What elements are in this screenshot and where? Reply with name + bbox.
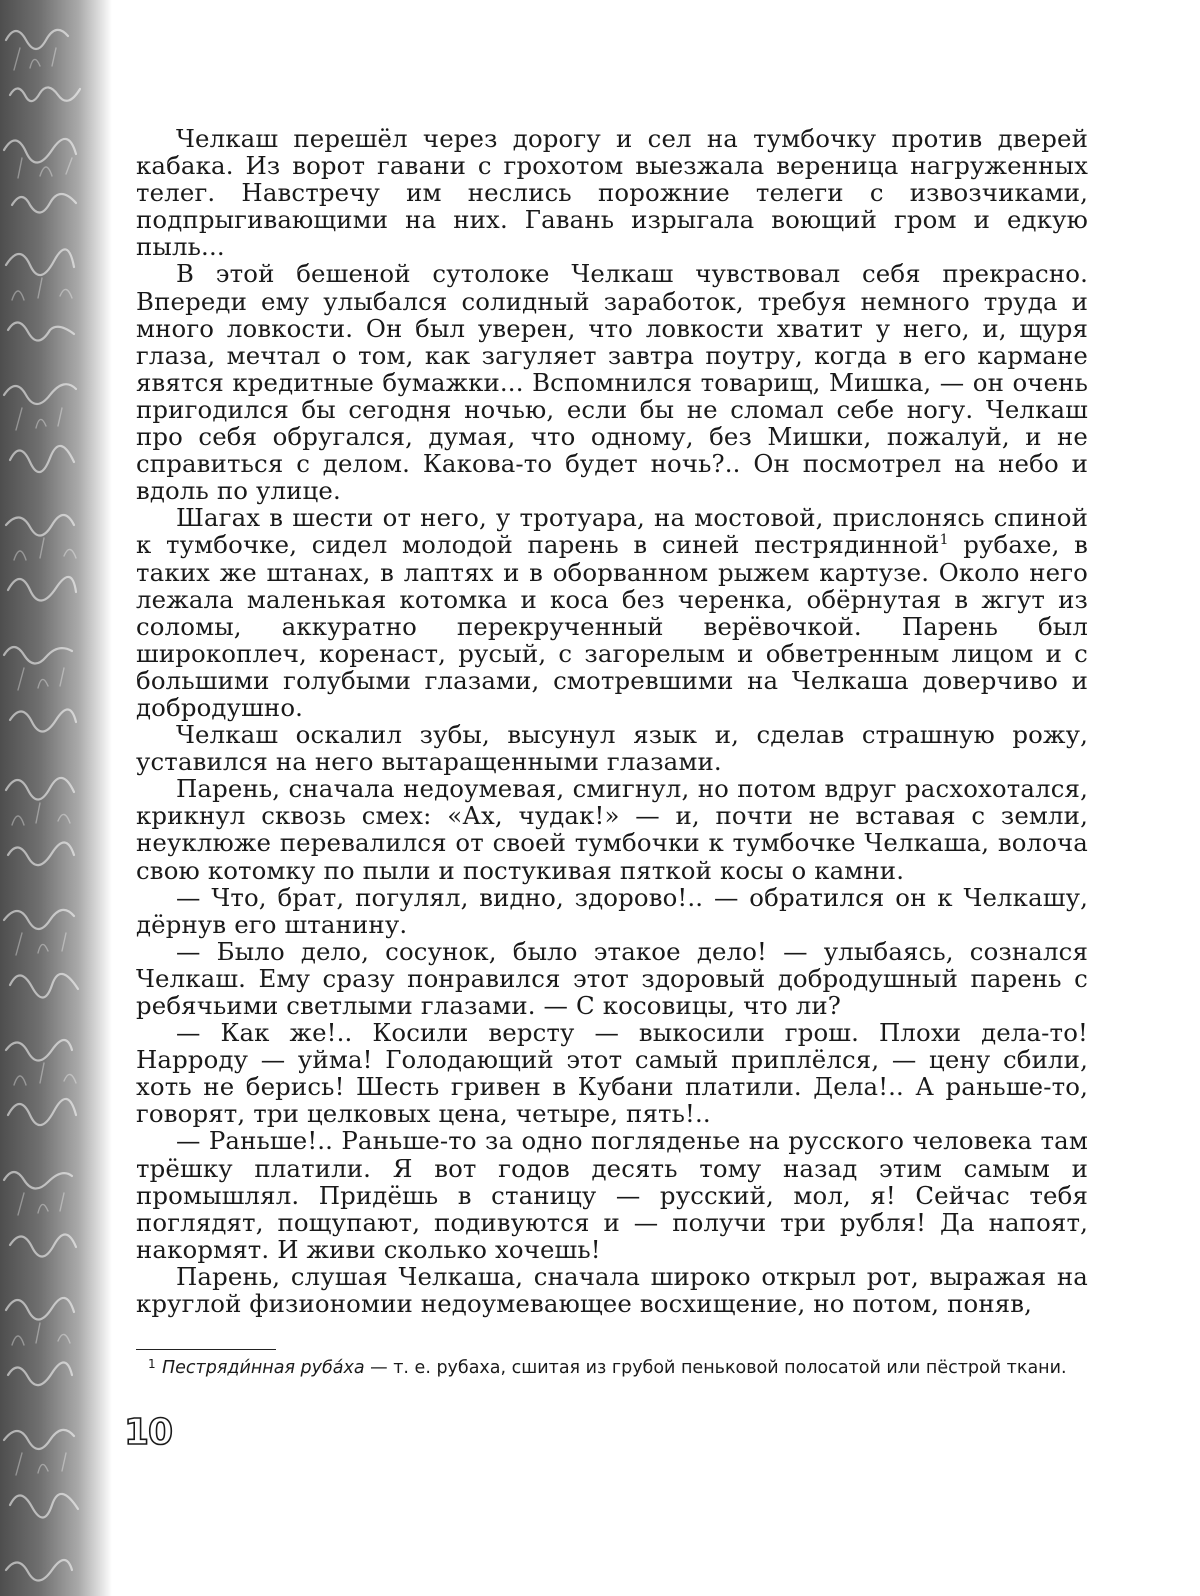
paragraph: Челкаш оскалил зубы, высунул язык и, сделав страшную рожу, уставился на него вытаращенными глазами. <box>136 720 1088 777</box>
footnote-number: 1 <box>148 1357 156 1371</box>
footnote <box>148 1356 1088 1381</box>
paragraph-text: рубахе, в таких же штанах, в лаптях и в оборванном рыжем картузе. Около него лежала маленькая котомка и коса без черенка, обёрнутая в жгут из соломы, аккуратно перекрученный верёвочкой. Парень был широкоплеч, коренаст, русый, с загорелым и обветренным лицом и с большими голубыми глазами, смотревшими на Челкаша доверчиво и добродушно. <box>136 530 1089 722</box>
decorative-manuscript-margin <box>0 0 112 1596</box>
footnote-divider <box>136 1349 276 1350</box>
paragraph-text: Шагах в шести от него, у тротуара, на мостовой, прислонясь спиной к тумбочке, сидел молодой парень в синей пестрядинной <box>136 503 1088 560</box>
dialogue-paragraph: — Как же!.. Косили версту — выкосили грош. Плохи дела-то! Нарроду — уйма! Голодающий этот самый приплёлся, — цену сбили, хоть не берись! Шесть гривен в Кубани платили. Дела!.. А раньше-то, говорят, три целковых цена, четыре, пять!.. <box>136 1018 1088 1129</box>
dialogue-paragraph: — Что, брат, погулял, видно, здорово!.. — обратился он к Челкашу, дёрнув его штанину. <box>136 882 1088 939</box>
footnote-reference[interactable]: 1 <box>939 532 949 549</box>
dialogue-paragraph: — Раньше!.. Раньше-то за одно погляденье на русского человека там трёшку платили. Я вот годов десять тому назад этим самым и промышлял. Придёшь в станицу — русский, мол, я! Сейчас тебя поглядят, пощупают, подивуются и — получи три рубля! Да напоят, накормят. И живи сколько хочешь! <box>136 1126 1088 1264</box>
paragraph: Парень, слушая Челкаша, сначала широко открыл рот, выражая на круглой физиономии недоумевающее восхищение, но потом, поняв, <box>136 1261 1088 1319</box>
paragraph-with-footnote <box>136 504 1088 721</box>
handwriting-texture-icon <box>0 0 112 1596</box>
story-text <box>136 125 1088 1317</box>
paragraph: В этой бешеной сутолоке Челкаш чувствовал себя прекрасно. Впереди ему улыбался солидный заработок, требуя немного труда и много ловкости. Он был уверен, что ловкости хватит у него, и, щуря глаза, мечтал о том, как загуляет завтра поутру, когда в его кармане явятся кредитные бумажки... Вспомнился товарищ, Мишка, — он очень пригодился бы сегодня ночью, если бы не сломал себе ногу. Челкаш про себя обругался, думая, что одному, без Мишки, пожалуй, и не справиться с делом. Какова-то будет ночь?.. Он посмотрел на небо и вдоль по улице. <box>136 259 1088 506</box>
footnote-term: Пестряди́нная руба́ха <box>162 1358 365 1378</box>
dialogue-paragraph: — Было дело, сосунок, было этакое дело! — улыбаясь, сознался Челкаш. Ему сразу понравился этот здоровый добродушный парень с ребячьими светлыми глазами. — С косовицы, что ли? <box>136 936 1088 1020</box>
page-number: 10 <box>124 1412 173 1453</box>
paragraph: Челкаш перешёл через дорогу и сел на тумбочку против дверей кабака. Из ворот гавани с грохотом выезжала вереница нагруженных телег. Навстречу им неслись порожние телеги с извозчиками, подпрыгивающими на них. Гавань изрыгала воющий гром и едкую пыль... <box>136 124 1088 262</box>
paragraph: Парень, сначала недоумевая, смигнул, но потом вдруг расхохотался, крикнул сквозь смех: «Ах, чудак!» — и, почти не вставая с земли, неуклюже перевалился от своей тумбочки к тумбочке Челкаша, волоча свою котомку по пыли и постукивая пяткой косы о камни. <box>136 774 1088 885</box>
footnote-definition: — т. е. рубаха, сшитая из грубой пеньковой полосатой или пёстрой ткани. <box>364 1358 1067 1378</box>
